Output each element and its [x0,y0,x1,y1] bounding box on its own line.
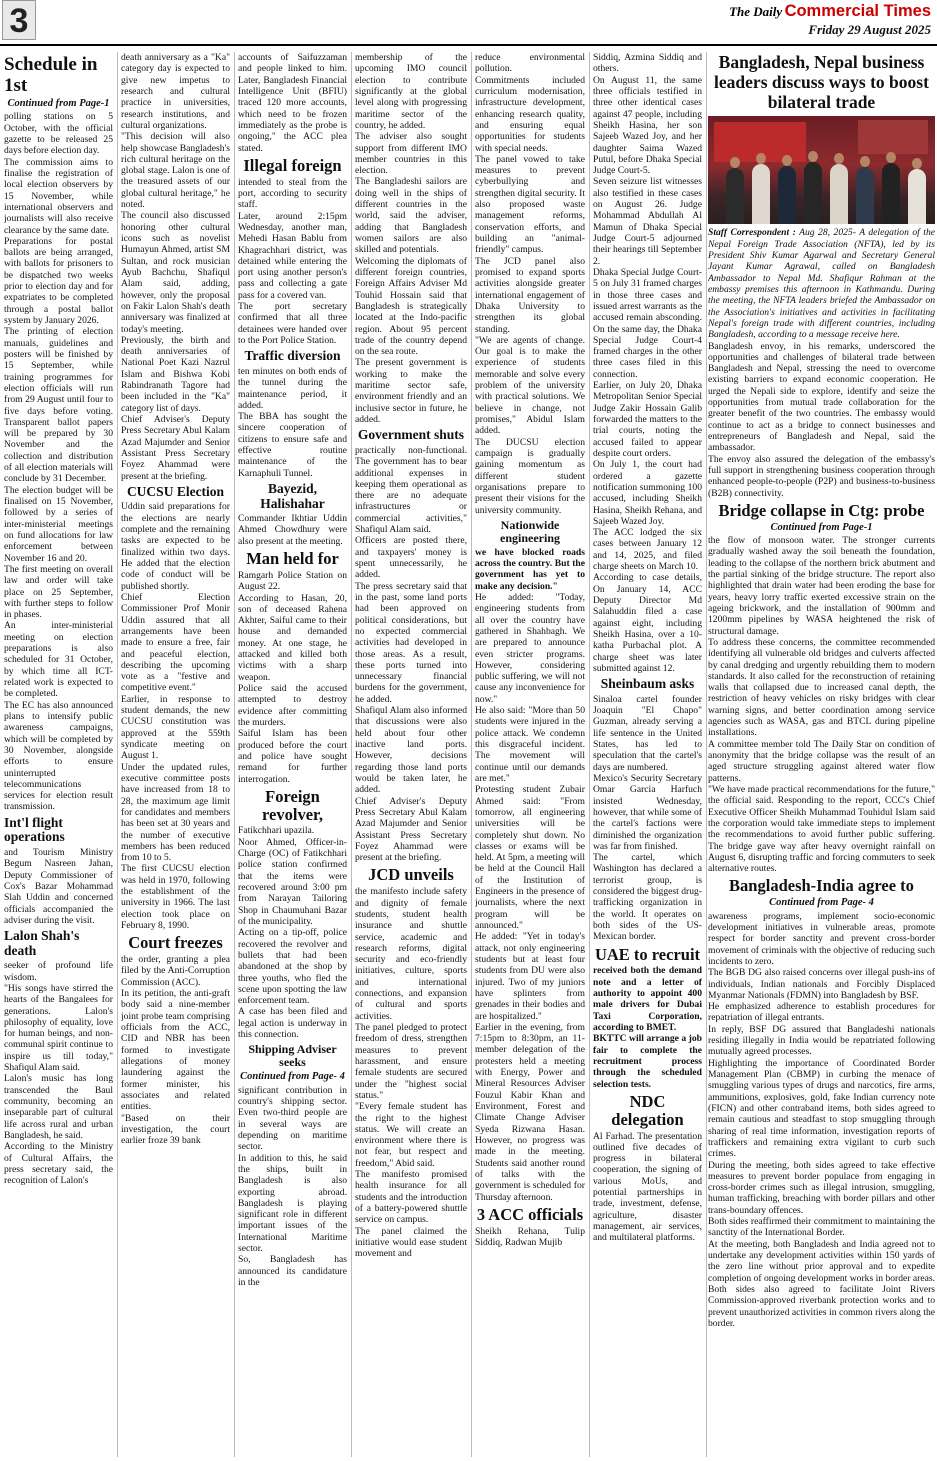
article-headline: UAE to recruit [594,944,701,964]
article-paragraph: The election budget will be finalised on 15 November, followed by a series of inter-ministerial meetings on fund allocations for law enforcement between November 16 and 20. [4,484,113,564]
article-paragraph: Uddin said preparations for the elections are nearly complete and the remaining tasks are expected to be finalized within two days. He added that the election code of conduct will be published shortly. [121,501,230,592]
article-paragraph: A case has been filed and legal action is underway in this connection. [238,1006,347,1041]
newspaper-name-main: Commercial Times [784,2,931,20]
article-headline: JCD unveils [368,865,454,885]
article-paragraph: "His songs have stirred the hearts of the Bangalees for generations. Lalon's philosophy of equality, love for human beings, and non-communal spirit continue to inspire us till today," Shafiqul Alam said. [4,982,113,1074]
article-headline: Schedule in 1st [4,54,98,96]
article-paragraph: The panel claimed the initiative would ease student movement and [355,1225,467,1260]
column-3 [238,52,347,1457]
article-paragraph: polling stations on 5 October, with the official gazette to be released 25 days before election day. [4,111,113,157]
article-paragraph: The commission aims to finalise the registration of local election observers by 15 November, while international observers and journalists will also receive clearance by the same date. [4,156,113,236]
column-6 [593,52,702,1457]
article-paragraph: "This decision will also help showcase Bangladesh's rich cultural heritage on the global stage. Lalon is one of the treasured assets of our global cultural heritage," he noted. [121,131,230,211]
article-paragraph: In addition to this, he said the ships, built in Bangladesh is also exporting abroad. Bangladesh is playing significant role in different important issues of the International Maritime sector. [238,1152,347,1255]
article-paragraph: Later, around 2:15pm Wednesday, another man, Mehedi Hasan Bablu from Khagrachhari district, was detained while entering the port using another person's pass and collecting a gate pass for a covered van. [238,210,347,301]
article-paragraph: The adviser also sought support from different IMO member countries in this election. [355,131,467,177]
article-paragraph: reduce environmental pollution. [475,52,585,75]
article-paragraph: The manifesto promised health insurance for all students and the introduction of a battery-powered shuttle service on campus. [355,1169,467,1226]
article-headline: Bayezid, Halishahar [260,481,325,511]
article-paragraph: Siddiq, Azmina Siddiq and others. [593,52,702,75]
article-paragraph: received both the demand note and a letter of authority to appoint 400 male drivers for Dubai Taxi Corporation, according to BMET. [593,965,702,1034]
article-paragraph: In its petition, the anti-graft body said a nine-member joint probe team comprising officials from the ACC, CID and NBR has been formed to investigate allegations of money laundering against the former minister, his associates and related entities. [121,988,230,1113]
article-paragraph: Chief Election Commissioner Prof Monir Uddin assured that all arrangements have been made to ensure a free, fair and peaceful election, describing the upcoming vote as a "festive and competitive event." [121,591,230,694]
article-headline: Court freezes [128,933,223,953]
article-paragraph: To address these concerns, the committee recommended identifying all vulnerable old bridges and culverts affected by canal dredging and urgently rebuilding them to modern standards. It also called for the reconstruction of retaining walls that collapsed due to increased canal depth, the restriction of heavy vehicles on risky bridges with clear warning signs, and better coordination among service agencies such as WASA, gas and BTCL during pipeline installations. [708,636,935,739]
article-paragraph: Both sides reaffirmed their commitment to maintaining the sanctity of the International Border. [708,1216,935,1239]
article-paragraph: Seven seizure list witnesses also testified in these cases on August 26. Judge Mohammad Abdullah Al Mamun of Dhaka Special Judge Court-5 adjourned their hearings till September 2. [593,176,702,267]
article-paragraph: practically non-functional. The government has to bear additional expenses in keeping them operational as there are no adequate infrastructures or commercial activities," Shafiqul Alam said. [355,444,467,536]
lead-headline: Bangladesh, Nepal business leaders discuss ways to boost bilateral trade [714,52,929,113]
continued-from-label: Continued from Page- 4 [769,897,874,909]
article-paragraph: The port secretary confirmed that all three detainees were handed over to the Port Police Station. [238,301,347,346]
column-divider [234,52,235,1457]
article-paragraph: Commitments included curriculum modernisation, infrastructure development, enhancing research quality, and ensuring equal opportunities for students with special needs. [475,74,585,154]
article-paragraph: He also said: "More than 50 students were injured in the police attack. We condemn this disgraceful incident. The movement will continue until our demands are met." [475,705,585,784]
continued-from-label: Continued from Page- 4 [240,1071,345,1083]
article-paragraph: On July 1, the court had ordered a gazette notification summoning 100 accused, including Sheikh Hasina, Sheikh Rehana, and Sajeeb Wazed Joy. [593,459,702,527]
article-paragraph: the flow of monsoon water. The stronger currents gradually washed away the soil beneath the foundation, leading to the collapse of the northern brick abutment and the partial sinking of the bridge structure. The report also highlighted that drain water had been eroding the base for years, heavy lorry traffic exerted excessive strain on the ageing brickwork, and the installation of 900mm and 1200mm pipelines by WASA heightened the risk of structural damage. [708,535,935,637]
continued-from-label: Continued from Page-1 [7,98,110,110]
article-paragraph: At the meeting, both Bangladesh and India agreed not to undertake any development activities within 150 yards of the zero line without prior approval and to expedite completion of ongoing development works in border areas. [708,1238,935,1284]
page-number: 3 [2,0,36,40]
continued-from-label: Continued from Page-1 [770,521,873,533]
column-divider [589,52,590,1457]
issue-date: Friday 29 August 2025 [808,22,931,37]
article-paragraph: Saiful Islam has been produced before the court and police have sought remand for further interrogation. [238,728,347,785]
article-paragraph: Shafiqul Alam also informed that discussions were also held about four other inactive land ports. However, decisions regarding those land ports would be taken later, he added. [355,705,467,796]
article-paragraph: seeker of profound life wisdom. [4,960,113,983]
article-paragraph: Police said the accused attempted to destroy evidence after committing the murders. [238,683,347,728]
article-paragraph: He added: "Yet in today's attack, not only engineering students but at least four students from DU were also injured. Two of my juniors have splinters from grenades in their bodies and are hospitalized." [475,931,585,1022]
article-paragraph: The BBA has sought the sincere cooperation of citizens to ensure safe and effective routine maintenance of the Karnaphuli Tunnel. [238,411,347,479]
article-headline: Lalon Shah's death [4,928,80,958]
article-headline: Shipping Adviser seeks [248,1042,337,1070]
article-paragraph: Lalon's music has long transcended the Baul community, becoming an inseparable part of cultural life across rural and urban Bangladesh, he said. [4,1073,113,1141]
column-5 [475,52,585,1457]
masthead [0,0,937,44]
article-headline: Government shuts [357,427,465,443]
article-paragraph: The panel pledged to protect freedom of dress, strengthen measures to prevent harassment, and ensure female students are secured under the "highest social status." [355,1022,467,1101]
article-paragraph: The press secretary said that in the past, some land ports had been approved on political considerations, but no expected commercial activities had developed in those areas. As a result, these ports turned into unnecessary financial burdens for the government, he added. [355,580,467,705]
article-paragraph: Mexico's Security Secretary Omar Garcia Harfuch insisted Wednesday, however, that while some of the cartel's factions were diminished the organization was far from finished. [593,772,702,852]
article-paragraph: Fatikchhari upazila. [238,825,315,837]
article-paragraph: The present government is working to make the maritime sector safe, environment friendly and an inclusive sector in future, he added. [355,357,467,425]
article-paragraph: ten minutes on both ends of the tunnel during the maintenance period, it added. [238,365,347,411]
article-paragraph: the manifesto include safety and dignity of female students, student health insurance and shuttle service, academic and research reforms, digital security and eco-friendly initiatives, culture, sports and international connections, and expansion of cultural and sports activities. [355,886,467,1022]
column-divider [471,52,472,1457]
article-paragraph: He emphasized adherence to establish procedures for repatriation of illegal entrants. [708,1001,935,1024]
article-paragraph: Acting on a tip-off, police recovered the revolver and bullets that had been abandoned at the shop by three youths, who fled the scene upon spotting the law enforcement team. [238,927,347,1007]
article-paragraph: An inter-ministerial meeting on election preparations is also scheduled for 31 October, by which time all ICT-related work is expected to be completed. [4,620,113,700]
article-paragraph: According to case details, On January 14, ACC Deputy Director Md Salahuddin filed a case against eight, including Sheikh Hasina, over a 10-katha Purbachal plot. A charge sheet was later submitted against 12. [593,572,702,674]
article-paragraph: The EC has also announced plans to intensify public awareness campaigns, which will be completed by 30 November, alongside efforts to ensure uninterrupted telecommunications services for election result transmission. [4,699,113,813]
article-paragraph: death anniversary as a "Ka" category day is expected to give new impetus to research and cultural practice in universities, research institutions, and cultural organizations. [121,52,230,131]
article-paragraph: During the meeting, both sides agreed to take effective measures to prevent border populace from engaging in cross-border crimes such as illegal intrusion, smuggling, human trafficking, breaching with border pillars and other trans-boundary offences. [708,1159,935,1216]
article-paragraph: awareness programs, implement socio-economic development initiatives in vulnerable areas, promote respect for border sanctity and prevent cross-border movement of criminals with the objective of reducing such incidents to zero. [708,910,935,967]
article-headline: Bridge collapse in Ctg: probe [718,500,925,520]
article-paragraph: The Bangladeshi sailors are doing well in the ships of different countries in the world, said the adviser, adding that Bangladesh women sailors are also skilled and potentials. [355,176,467,256]
article-paragraph: and Tourism Ministry Begum Nasreen Jahan, Deputy Commissioner of Cox's Bazar Mohammad Slah Uddin and concerned officials accompanied the adviser during the visit. [4,846,113,926]
article-paragraph: Al Farhad. The presentation outlined five decades of progress in bilateral cooperation, the signing of various MoUs, and potential partnerships in trade, investment, defense, agriculture, disaster management, air services, and multilateral platforms. [593,1130,702,1244]
article-paragraph: "We have made practical recommendations for the future," the official said. Responding to the report, CCC's Chief Executive Officer Sheikh Muhammad Touhidul Islam said the corporation would take immediate steps to implement the recommendations to avoid further public suffering. The bridge gave way after heavy overnight rainfall on August 6, disrupting traffic and forcing commuters to seek alternative routes. [708,783,935,875]
article-paragraph: Earlier, in response to student demands, the new CUCSU constitution was approved at the 559th syndicate meeting on August 1. [121,693,230,762]
article-paragraph: The DUCSU election campaign is gradually gaining momentum as different student organisations prepare to present their visions for the university community. [475,436,585,516]
column-7 [708,52,935,1457]
article-paragraph: Protesting student Zubair Ahmed said: "From tomorrow, all engineering universities will be completely shut down. No classes or exams will be held. At 5pm, a meeting will be held at the Council Hall of the Institution of Engineers in the presence of journalists, where the next program will be announced." [475,784,585,932]
column-divider [351,52,352,1457]
photo-caption [708,227,935,340]
article-paragraph: Ramgarh Police Station on August 22. [238,569,347,593]
article-paragraph: Earlier in the evening, from 7:15pm to 8:30pm, an 11-member delegation of the protesters held a meeting with Energy, Power and Mineral Resources Adviser Fouzul Kabir Khan and Environment, Forest and Climate Change Adviser Syeda Rizwana Hasan. However, no progress was made in the meeting. Students said another round of talks with the government is scheduled for Thursday afternoon. [475,1021,585,1203]
article-headline: Foreign revolver, [262,786,323,824]
article-paragraph: He added: "Today, engineering students from all over the country have gathered in Shahbagh. We are prepared to announce even stricter programs. However, considering public suffering, we will not cause any inconvenience for now." [475,591,585,705]
article-paragraph: According to the Ministry of Cultural Affairs, the press secretary said, the recognition of Lalon's [4,1141,113,1187]
newspaper-name [729,2,931,21]
column-divider [117,52,118,1457]
masthead-rule [0,44,937,46]
article-paragraph: According to Hasan, 20, son of deceased Rahena Akhter, Saiful came to their house and demanded money. At one stage, he attacked and killed both victims with a sharp weapon. [238,592,347,683]
article-paragraph: The council also discussed honoring other cultural icons such as novelist Humayun Ahmed, artist SM Sultan, and rock musician Ayub Bachchu, Shafiqul Alam said, adding, however, only the proposal on Fakir Lalon Shah's death anniversary was finalized at today's meeting. [121,210,230,335]
article-paragraph: Preparations for postal ballots are being arranged, with ballots for prisoners to be dispatched two weeks prior to election day and for expatriates to be completed through a postal ballot system by January 2026. [4,235,113,327]
article-headline: NDC delegation [611,1091,684,1129]
article-paragraph: Previously, the birth and death anniversaries of National Poet Kazi Nazrul Islam and Bishwa Kobi Rabindranath Tagore had been included in the "Ka" category list of days. [121,334,230,414]
newspaper-name-prefix: The Daily [729,4,783,19]
article-paragraph: Officers are posted there, and taxpayers' money is spent unnecessarily, he added. [355,535,467,581]
article-paragraph: Sinaloa cartel founder Joaquin "El Chapo" Guzman, already serving a life sentence in the United States, has led to speculation that the cartel's days are numbered. [593,693,702,773]
article-paragraph: Commander Ikhtiar Uddin Ahmed Chowdhury were also present at the meeting. [238,513,347,547]
article-paragraph: "Based on their investigation, the court earlier froze 39 bank [121,1112,230,1147]
article-paragraph: In reply, BSF DG assured that Bangladeshi nationals residing illegally in India would be repatriated following mutually agreed processes. [708,1023,935,1058]
article-paragraph: intended to steal from the port, according to security staff. [238,176,347,211]
article-paragraph: The first meeting on overall law and order will take place on 25 September, with further steps to follow in phases. [4,563,113,621]
article-paragraph: A committee member told The Daily Star on condition of anonymity that the bridge collapse was the result of an aged structure struggling against altered water flow patterns. [708,738,935,784]
article-headline: 3 ACC officials [476,1204,584,1224]
article-paragraph: Bangladesh envoy, in his remarks, underscored the opportunities and challenges of bilateral trade between Bangladesh and Nepal, stressing the need to overcome existing barriers to expand economic cooperation. He urged the Nepali side to explore, identify and seize the opportunities from mutual trade collaboration for the greater benefit of the two countries. The embassy would continue to act as a bridge to connect businesses and entrepreneurs of Bangladesh and Nepal, said the ambassador. [708,340,935,454]
article-headline: Illegal foreign [243,155,342,175]
article-paragraph: Under the updated rules, executive committee posts have increased from 18 to 28, the maximum age limit for candidates and members has been set at 30 years and the number of executive members has been reduced from 10 to 5. [121,761,230,864]
article-paragraph: Earlier, on July 20, Dhaka Metropolitan Senior Special Judge Zakir Hossain Galib forwarded the matters to the trial courts, noting the accused failed to appear despite court orders. [593,380,702,459]
article-paragraph: "We are agents of change. Our goal is to make the experience of students memorable and solve every problem of the university with practical solutions. We believe in change, not promises," Abidul Islam added. [475,334,585,437]
article-headline: Bangladesh-India agree to [729,876,914,896]
article-paragraph: Chief Adviser's Deputy Press Secretary Abul Kalam Azad Majumder and Senior Assistant Press Secretary Foyez Ahammad were present at the briefing. [355,795,467,864]
article-paragraph: On August 11, the same three officials testified in three other identical cases against 47 people, including Sheikh Hasina, her son Sajeeb Wazed Joy, and her daughter Saima Wazed Putul, before Dhaka Special Judge Court-5. [593,74,702,177]
article-paragraph: "Every female student has the right to the highest status. We will create an environment where there is not fear, but respect and freedom," Abid said. [355,1101,467,1169]
article-headline: Traffic diversion [244,348,341,364]
article-paragraph: The cartel, which Washington has declared a terrorist group, is considered the biggest drug-trafficking organization in the world. It operates on both sides of the US-Mexican border. [593,852,702,943]
article-headline: CUCSU Election [126,483,225,499]
column-1 [4,52,113,1457]
article-paragraph: membership of the upcoming IMO council election to contribute significantly at the global level along with progressing maritime sector of the country, he added. [355,52,467,131]
article-paragraph: The BGB DG also raised concerns over illegal push-ins of individuals, Indian nationals and Forcibly Displaced Myanmar Nationals (FDMN) into Bangladesh by BSF. [708,967,935,1001]
article-paragraph: Highlighting the importance of Coordinated Border Management Plan (CBMP) in curbing the menace of smuggling various types of drugs and narcotics, fire arms, ammunitions, explosives, gold, fake Indian currency note (FICN) and other contraband items, both sides agreed to remain cautious and steadfast to stop smuggling through sharing of real time information, investigation reports of traffickers and remaining extra vigilant to curb such crimes. [708,1057,935,1160]
article-paragraph: Noor Ahmed, Officer-in-Charge (OC) of Fatikchhari police station confirmed that the items were recovered around 3:00 pm from Narayan Tailoring Shop in Chaumuhani Bazar of the municipality. [238,836,347,927]
article-paragraph: Sheikh Rehana, Tulip Siddiq, Radwan Mujib [475,1225,585,1248]
article-paragraph: The JCD panel also promised to expand sports activities alongside greater international engagement of Dhaka University to strengthen its global standing. [475,255,585,335]
article-paragraph: The ACC lodged the six cases between January 12 and 14, 2025, and filed charge sheets on March 10. [593,527,702,573]
column-7-body [708,341,935,1330]
article-paragraph: The printing of election manuals, guidelines and posters will be finished by 15 September, while training programmes for election officials will run from 29 August until four to five days before voting. Transparent ballot papers will be prepared by 30 November and the collection and distribution of all election materials will conclude by 31 December. [4,326,113,485]
article-paragraph: we have blocked roads across the country. But the government has yet to make any decision." [475,546,585,592]
article-paragraph: BKTTC will arrange a job fair to complete the recruitment process through the scheduled selection tests. [593,1033,702,1090]
photo-banner [858,120,928,154]
article-paragraph: The first CUCSU election was held in 1970, following the establishment of the university in 1966. The last election took place on February 8, 1990. [121,863,230,932]
article-headline: Sheinbaum asks [600,676,695,692]
caption-text: Aug 28, 2025- A delegation of the Nepal Foreign Trade Association (NFTA), led by its President Shiv Kumar Agarwal and Secretary General Jayant Kumar Agrawal, called on Bangladesh Ambassador to Nepal Md. Shafiqur Rahman at the embassy premises this afternoon in Kathmandu. During the meeting, the NFTA leaders briefed the Ambassador on the Association's initiatives and activities in facilitating Nepal's foreign trade with different countries, including Bangladesh, according to a message receive here. [708,227,935,341]
article-paragraph: accounts of Saifuzzaman and people linked to him. Later, Bangladesh Financial Intelligence Unit (BFIU) traced 120 more accounts, which need to be frozen immediately as the probe is ongoing," the ACC plea stated. [238,52,347,154]
article-paragraph: The envoy also assured the delegation of the embassy's full support in strengthening business cooperation through enhanced people-to-people (P2P) and business-to-business (B2B) connectivity. [708,453,935,499]
article-paragraph: Chief Adviser's Deputy Press Secretary Abul Kalam Azad Majumder and Senior Assistant Press Secretary Foyez Ahammad were present at the briefing. [121,414,230,482]
column-4 [355,52,467,1457]
article-headline: Nationwide engineering [500,517,560,545]
caption-author: Staff Correspondent : [708,227,796,239]
article-paragraph: significant contribution in country's shipping sector. Even two-third people are in several ways are depending on maritime sector. [238,1084,347,1153]
meeting-photo [708,116,935,224]
article-paragraph: So, Bangladesh has announced its candidature in the [238,1254,347,1289]
article-headline: Int'l flight operations [4,814,65,845]
article-paragraph: the order, granting a plea filed by the Anti-Corruption Commission (ACC). [121,954,230,988]
column-divider [706,52,707,1457]
article-paragraph: Welcoming the diplomats of different foreign countries, Foreign Affairs Adviser Md Touhid Hossain said that Bangladesh is strategically located at the Indo-pacific region. About 95 percent trade of the country depend on the sea route. [355,255,467,358]
article-paragraph: Dhaka Special Judge Court-5 on July 31 framed charges in those three cases and issued arrest warrants as the accused remain absconding. On the same day, the Dhaka Special Judge Court-4 framed charges in the other three cases filed in this connection. [593,266,702,380]
article-headline: Man held for [246,549,339,569]
article-paragraph: The panel vowed to take measures to prevent cyberbullying and strengthen digital security. It also proposed waste management reforms, conservation efforts, and building an "animal-friendly" campus. [475,153,585,256]
column-2 [121,52,230,1457]
article-paragraph: Both sides also agreed to facilitate Joint Rivers Commission-approved riverbank protection works and to prevent unauthorized activities in common rivers along the border. [708,1283,935,1329]
